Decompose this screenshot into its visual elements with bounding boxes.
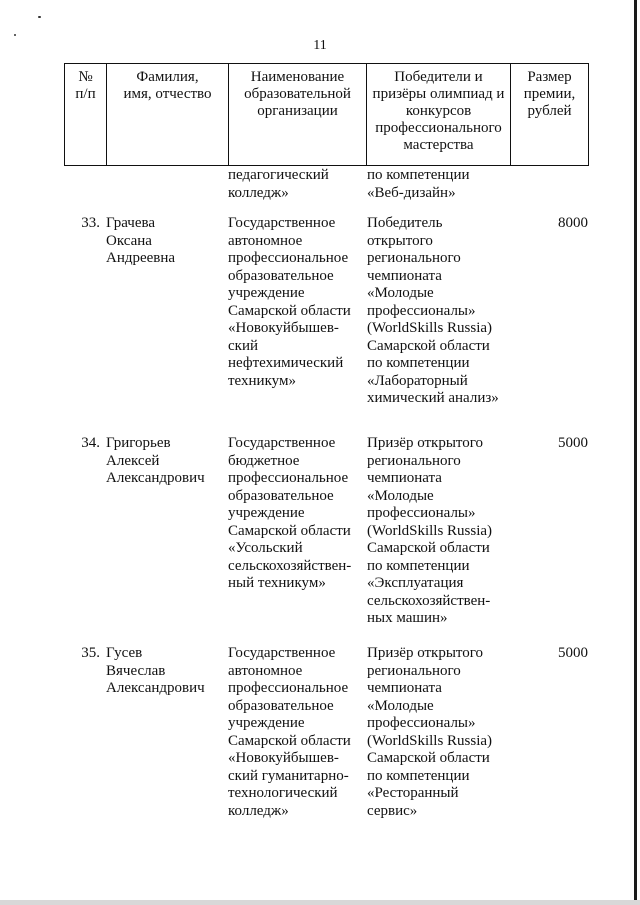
- header-number: № п/п: [65, 64, 107, 166]
- row-full-name: Гусев Вячеслав Александрович: [106, 645, 205, 696]
- row-winner-description: Призёр открытого регионального чемпионата «Молодые профессионалы» (WorldSkills Russia) Самарской области по компетенции «Эксплуатация сельскохозяйствен- ных машин»: [367, 435, 493, 626]
- row-full-name: Григорьев Алексей Александрович: [106, 435, 205, 486]
- table-body: [64, 167, 588, 855]
- row-organization: Государственное автономное профессиональное образовательное учреждение Самарской области «Новокуйбышев- ский нефтехимический техникум»: [228, 215, 351, 389]
- header-organization: Наименование образовательной организации: [229, 64, 367, 166]
- header-prize: Размер премии, рублей: [511, 64, 589, 166]
- row-winner-description: Победитель открытого регионального чемпионата «Молодые профессионалы» (WorldSkills Russia) Самарской области по компетенции «Лабораторный химический анализ»: [367, 215, 499, 406]
- continuation-organization: педагогический колледж»: [228, 167, 329, 201]
- table-row: [64, 645, 588, 855]
- page-number: 11: [313, 38, 327, 53]
- continuation-winner: по компетенции «Веб-дизайн»: [367, 167, 470, 201]
- table-header: [64, 63, 589, 166]
- row-number: 33.: [81, 215, 100, 231]
- row-number: 35.: [81, 645, 100, 661]
- row-organization: Государственное автономное профессиональное образовательное учреждение Самарской области «Новокуйбышев- ский гуманитарно- технологический колледж»: [228, 645, 351, 819]
- page-edge-shadow: [634, 0, 637, 905]
- header-winners: Победители и призёры олимпиад и конкурсов профессионального мастерства: [367, 64, 511, 166]
- table-row: [64, 435, 588, 645]
- row-full-name: Грачева Оксана Андреевна: [106, 215, 176, 266]
- row-winner-description: Призёр открытого регионального чемпионата «Молодые профессионалы» (WorldSkills Russia) Самарской области по компетенции «Ресторанный сервис»: [367, 645, 493, 819]
- page-bottom-shadow: [0, 900, 640, 905]
- row-number: 34.: [81, 435, 100, 451]
- continuation-row: [64, 167, 588, 207]
- row-prize: 5000: [558, 435, 588, 451]
- header-full-name: Фамилия, имя, отчество: [107, 64, 229, 166]
- row-prize: 5000: [558, 645, 588, 661]
- row-organization: Государственное бюджетное профессиональное образовательное учреждение Самарской области «Усольский сельскохозяйствен- ный техникум»: [228, 435, 352, 591]
- table-row: [64, 215, 588, 435]
- scan-speck: [38, 16, 41, 18]
- scan-speck: [14, 34, 16, 36]
- row-prize: 8000: [558, 215, 588, 231]
